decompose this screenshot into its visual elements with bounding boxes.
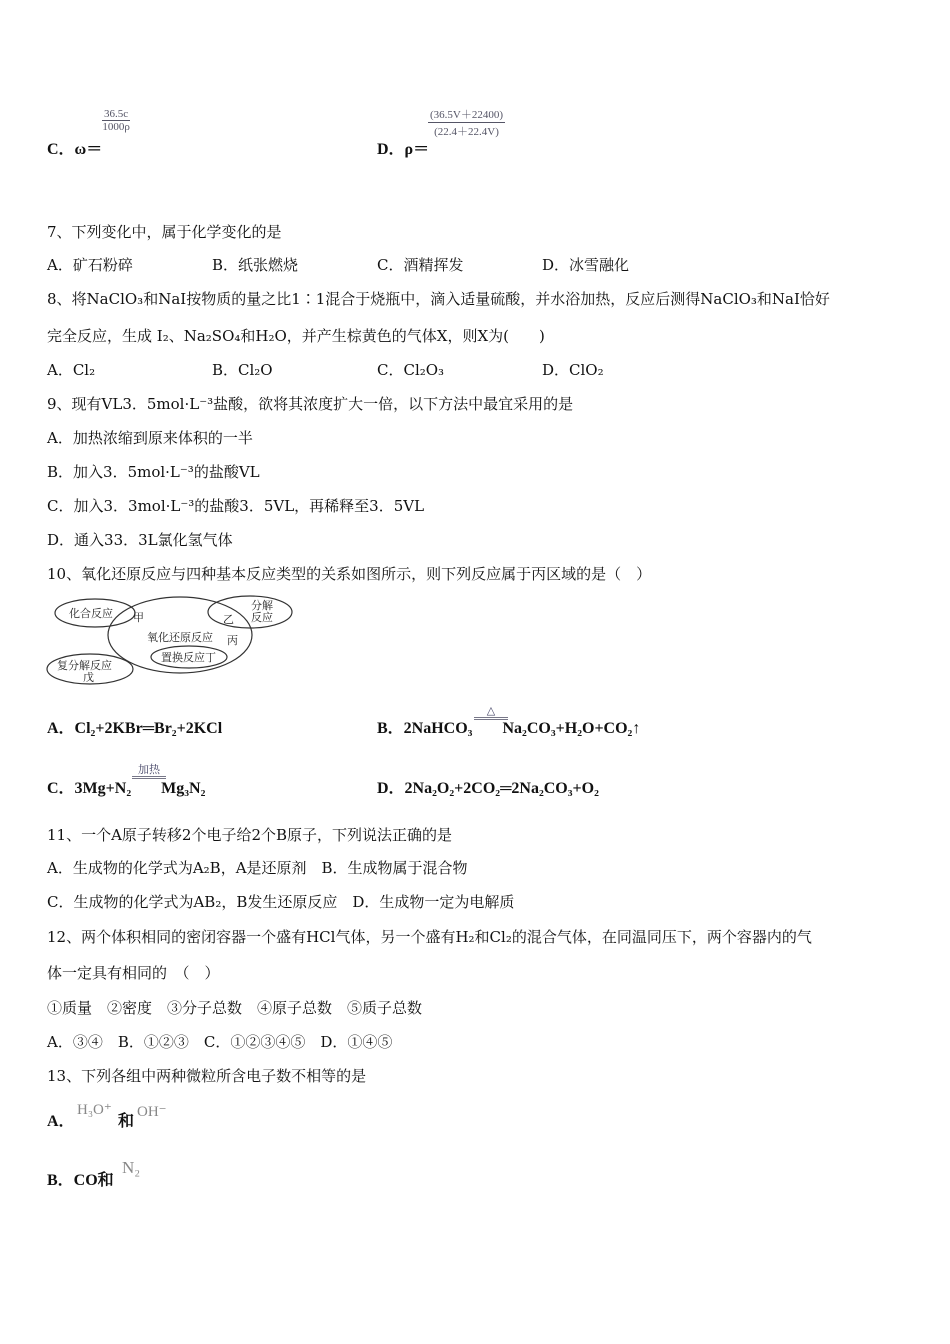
label-yi: 乙 [223,613,234,626]
label-combination: 化合反应 [69,607,113,620]
q7-option-d: D．冰雪融化 [542,256,630,274]
q13-stem: 13、下列各组中两种微粒所含电子数不相等的是 [47,1067,367,1085]
q8-option-d: D．ClO₂ [542,361,604,379]
q10-option-a: A．Cl₂+2KBr═Br₂+2KCl [47,720,223,737]
q11-options-cd: C．生成物的化学式为AB₂，B发生还原反应 D．生成物一定为电解质 [47,893,515,911]
label-redox: 氧化还原反应 [147,631,213,644]
q12-stem-2: 体一定具有相同的 （ ） [47,964,220,982]
q10-stem: 10、氧化还原反应与四种基本反应类型的关系如图所示，则下列反应属于丙区域的是（ ） [47,565,652,583]
label-displacement: 置换反应丁 [161,651,216,664]
numerator: (36.5V＋22400) [428,106,505,123]
label-double-decomposition: 复分解反应 [57,659,112,672]
reactant: B．2NaHCO₃ [377,720,473,737]
denominator: 1000ρ [102,121,130,133]
label-bing: 丙 [227,634,238,647]
formula-n2: N₂ [122,1158,141,1177]
q7-option-a: A．矿石粉碎 [47,256,133,274]
q8-option-c: C．Cl₂O₃ [377,361,445,379]
q11-stem: 11、一个A原子转移2个电子给2个B原子，下列说法正确的是 [47,826,453,844]
q10-option-b [377,719,640,739]
q9-option-b: B．加入3．5mol·L⁻³的盐酸VL [47,463,260,481]
label-decomposition-2: 反应 [251,611,273,624]
q7-option-c: C．酒精挥发 [377,256,464,274]
q6-c-fraction [102,108,130,133]
denominator: (22.4＋22.4V) [434,126,499,138]
numerator: 36.5c [104,108,129,120]
label-decomposition-1: 分解 [251,599,273,612]
q11-options-ab: A．生成物的化学式为A₂B，A是还原剂 B．生成物属于混合物 [47,859,468,877]
label-jia: 甲 [133,611,144,624]
q9-stem: 9、现有VL3．5mol·L⁻³盐酸，欲将其浓度扩大一倍，以下方法中最宜采用的是 [47,395,574,413]
q9-option-a: A．加热浓缩到原来体积的一半 [47,429,253,447]
formula-oh: OH⁻ [137,1104,167,1120]
q12-items: ①质量 ②密度 ③分子总数 ④原子总数 ⑤质子总数 [47,999,423,1017]
and-text: 和 [118,1113,135,1130]
q8-stem-2: 完全反应，生成 I₂、Na₂SO₄和H₂O，并产生棕黄色的气体X，则X为( ) [47,327,545,345]
q8-option-b: B．Cl₂O [212,361,273,379]
heat-condition: △ [474,705,508,720]
q9-option-d: D．通入33．3L氯化氢气体 [47,531,233,549]
formula-h3o: H₃O⁺ [77,1102,112,1118]
q9-option-c: C．加入3．3mol·L⁻³的盐酸3．5VL，再稀释至3．5VL [47,497,425,515]
q12-stem-1: 12、两个体积相同的密闭容器一个盛有HCl气体，另一个盛有H₂和Cl₂的混合气体，在同温同压下，两个容器内的气 [47,928,812,946]
product: Mg₃N₂ [161,780,206,797]
reactant: C．3Mg+N₂ [47,780,132,797]
product: Na₂CO₃+H₂O+CO₂↑ [502,720,641,737]
q13-option-b: B．CO和 [47,1172,114,1189]
q13-option-a: A． [47,1113,75,1130]
q10-option-c [47,779,205,799]
reaction-type-diagram [45,595,295,690]
q7-option-b: B．纸张燃烧 [212,256,299,274]
q6-option-d: D．ρ＝ [377,141,430,158]
q8-option-a: A．Cl₂ [47,361,96,379]
q10-option-d: D．2Na₂O₂+2CO₂═2Na₂CO₃+O₂ [377,780,599,797]
q6-option-c: C．ω＝ [47,141,103,158]
q6-d-fraction [428,106,505,139]
q7-stem: 7、下列变化中，属于化学变化的是 [47,223,282,241]
q8-stem-1: 8、将NaClO₃和NaI按物质的量之比1∶1混合于烧瓶中，滴入适量硫酸，并水浴加热，反应后测得NaClO₃和NaI恰好 [47,290,830,308]
heat-condition: 加热 [132,764,166,779]
q12-options: A．③④ B．①②③ C．①②③④⑤ D．①④⑤ [47,1033,393,1051]
label-wu: 戊 [83,671,94,684]
